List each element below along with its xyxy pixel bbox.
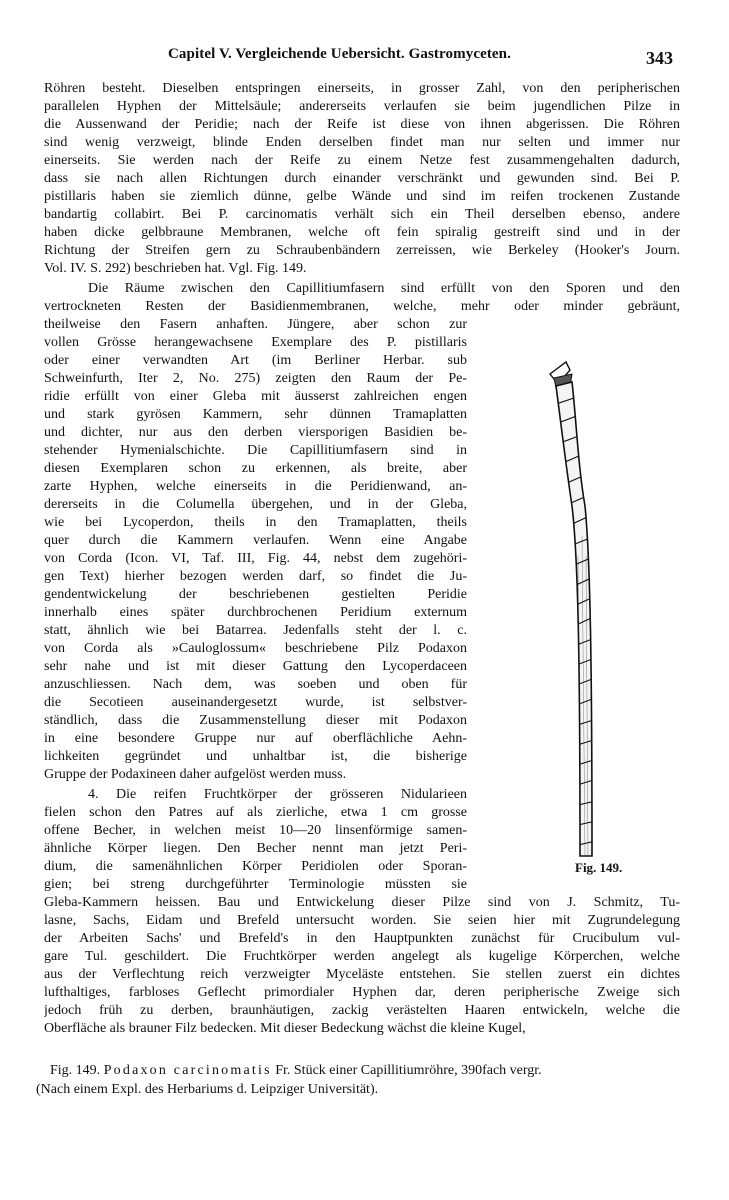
text-line: von Corda als »Cauloglossum« beschriebene Pilz Podaxon <box>44 641 467 656</box>
text-line: theilweise den Fasern anhaften. Jüngere, aber schon zur <box>44 317 467 332</box>
text-line: dererseits in die Columella übergehen, und in der Gleba, <box>44 497 467 512</box>
text-line: zarte Hyphen, welche einerseits in die Peridienwand, an- <box>44 479 467 494</box>
figure-caption <box>36 1062 676 1080</box>
text-line: Schweinfurth, Iter 2, No. 275) zeigten den Raum der Pe- <box>44 371 467 386</box>
text-line: sind wenig verzweigt, blinde Enden derselben findet man nur selten und immer nur <box>44 135 680 150</box>
text-line: ständlich, dass die Zusammenstellung dieser mit Podaxon <box>44 713 467 728</box>
text-line: ridie erfüllt von einer Gleba mit äusserst zahlreichen engen <box>44 389 467 404</box>
text-line: oder einer verwandten Art (im Berliner Herbar. sub <box>44 353 467 368</box>
text-line: vollen Grösse herangewachsene Exemplare des P. pistillaris <box>44 335 467 350</box>
text-line: lasne, Sachs, Eidam und Brefeld untersucht worden. Sie seien hier mit Zugrundelegung <box>44 913 680 928</box>
text-line: lichkeiten gegründet und unhaltbar ist, die bisherige <box>44 749 467 764</box>
text-line: anzuschliessen. Nach dem, was soeben und oben für <box>44 677 467 692</box>
text-line: sehr nahe und ist mit dieser Gattung den Lycoperdaceen <box>44 659 467 674</box>
figure-caption-line2: (Nach einem Expl. des Herbariums d. Leipziger Universität). <box>36 1082 379 1097</box>
figure-label: Fig. 149. <box>575 860 623 875</box>
text-line: gien; bei streng durchgeführter Terminologie müssten sie <box>44 877 467 892</box>
text-line: statt, ähnlich wie bei Batarrea. Jedenfalls steht der l. c. <box>44 623 467 638</box>
chapter-title: Capitel V. Vergleichende Uebersicht. Gastromyceten. <box>168 46 511 62</box>
text-line: wie bei Lycoperdon, theils in den Tramaplatten, theils <box>44 515 467 530</box>
text-line: vertrockneten Resten der Basidienmembranen, welche, mehr oder minder gebräunt, <box>44 299 680 314</box>
running-header <box>0 46 729 70</box>
text-line: jedoch früh zu derben, braunhäutigen, zackig verästelten Haaren entwickeln, welche die <box>44 1003 680 1018</box>
text-line: haben dicke gelbbraune Membranen, welche oft fein spiralig gestreift sind und in der <box>44 225 680 240</box>
text-line: dass sie nach allen Richtungen durch einander verschränkt und gewunden sind. Bei P. <box>44 171 680 186</box>
text-line: gare Tul. geschildert. Die Fruchtkörper werden angelegt als kugelige Körperchen, welche <box>44 949 680 964</box>
text-line: Röhren besteht. Dieselben entspringen einerseits, in grosser Zahl, von den peripherischen <box>44 81 680 96</box>
text-line: der Arbeiten Sachs' und Brefeld's in den Hauptpunkten zunächst für Crucibulum vul- <box>44 931 680 946</box>
text-line: diesen Exemplaren schon zu erkennen, als breite, aber <box>44 461 467 476</box>
text-line: und dichter, nur aus den derben viersporigen Basidien be- <box>44 425 467 440</box>
text-line: gendentwickelung der beschriebenen gestielten Peridie <box>44 587 467 602</box>
text-line: fielen schon den Patres auf als zierliche, etwa 1 cm grosse <box>44 805 467 820</box>
text-line: lufthaltiges, farbloses Geflecht primordialer Hyphen dar, deren peripherische Zweige sich <box>44 985 680 1000</box>
podaxon-capillitium-tube-illustration <box>530 356 640 866</box>
text-line: die Aussenwand der Peridie; nach der Reife ist diese von ihnen abgerissen. Die Röhren <box>44 117 680 132</box>
text-line: von Corda (Icon. VI, Taf. III, Fig. 44, nebst dem zugehöri- <box>44 551 467 566</box>
text-line: einerseits. Sie werden nach der Reife zu einem Netze fest zusammengehalten dadurch, <box>44 153 680 168</box>
text-line: Richtung der Streifen gern zu Schraubenbändern zerreissen, wie Berkeley (Hooker's Journ. <box>44 243 680 258</box>
text-line: Gruppe der Podaxineen daher aufgelöst werden muss. <box>44 767 347 782</box>
caption-species: Podaxon carcinomatis <box>103 1063 272 1078</box>
caption-prefix: Fig. 149. <box>50 1063 101 1078</box>
text-line: stehender Hymenialschichte. Die Capillitiumfasern sind in <box>44 443 467 458</box>
text-line: 4. Die reifen Fruchtkörper der grösseren Nidularieen <box>88 787 467 802</box>
text-line: pistillaris haben sie ziemlich dünne, gelbe Wände und sind im reifen trockenen Zustande <box>44 189 680 204</box>
text-line: parallelen Hyphen der Mittelsäule; andererseits verlaufen sie beim jugendlichen Pilze in <box>44 99 680 114</box>
text-line: dium, die samenähnlichen Körper Peridiolen oder Sporan- <box>44 859 467 874</box>
caption-text: Fr. Stück einer Capillitiumröhre, 390fach vergr. <box>271 1063 542 1078</box>
text-line: Vol. IV. S. 292) beschrieben hat. Vgl. Fig. 149. <box>44 261 307 276</box>
text-line: ähnliche Körper liegen. Den Becher nennt man jetzt Peri- <box>44 841 467 856</box>
figure-149 <box>530 356 640 866</box>
text-line: Die Räume zwischen den Capillitiumfasern sind erfüllt von den Sporen und den <box>88 281 680 296</box>
text-line: aus der Verflechtung reich verzweigter Myceläste entstehen. Sie stellen zuerst ein dichtes <box>44 967 680 982</box>
text-line: gen Text) hierher bezogen werden darf, so findet die Ju- <box>44 569 467 584</box>
text-line: Oberfläche als brauner Filz bedecken. Mit dieser Bedeckung wächst die kleine Kugel, <box>44 1021 526 1036</box>
text-line: innerhalb eines später durchbrochenen Peridium externum <box>44 605 467 620</box>
text-line: quer durch die Kammern verlaufen. Wenn eine Angabe <box>44 533 467 548</box>
page-number: 343 <box>646 48 673 68</box>
text-line: die Secotieen auseinandergesetzt wurde, ist selbstver- <box>44 695 467 710</box>
text-line: in eine besondere Gruppe nur auf oberflächliche Aehn- <box>44 731 467 746</box>
text-line: bandartig collabirt. Bei P. carcinomatis verhält sich ein Theil derselben ebenso, andere <box>44 207 680 222</box>
text-line: Gleba-Kammern heissen. Bau und Entwickelung dieser Pilze sind von J. Schmitz, Tu- <box>44 895 680 910</box>
text-line: und stark gyrösen Kammern, sehr dünnen Tramaplatten <box>44 407 467 422</box>
text-line: offene Becher, in welchen meist 10—20 linsenförmige samen- <box>44 823 467 838</box>
